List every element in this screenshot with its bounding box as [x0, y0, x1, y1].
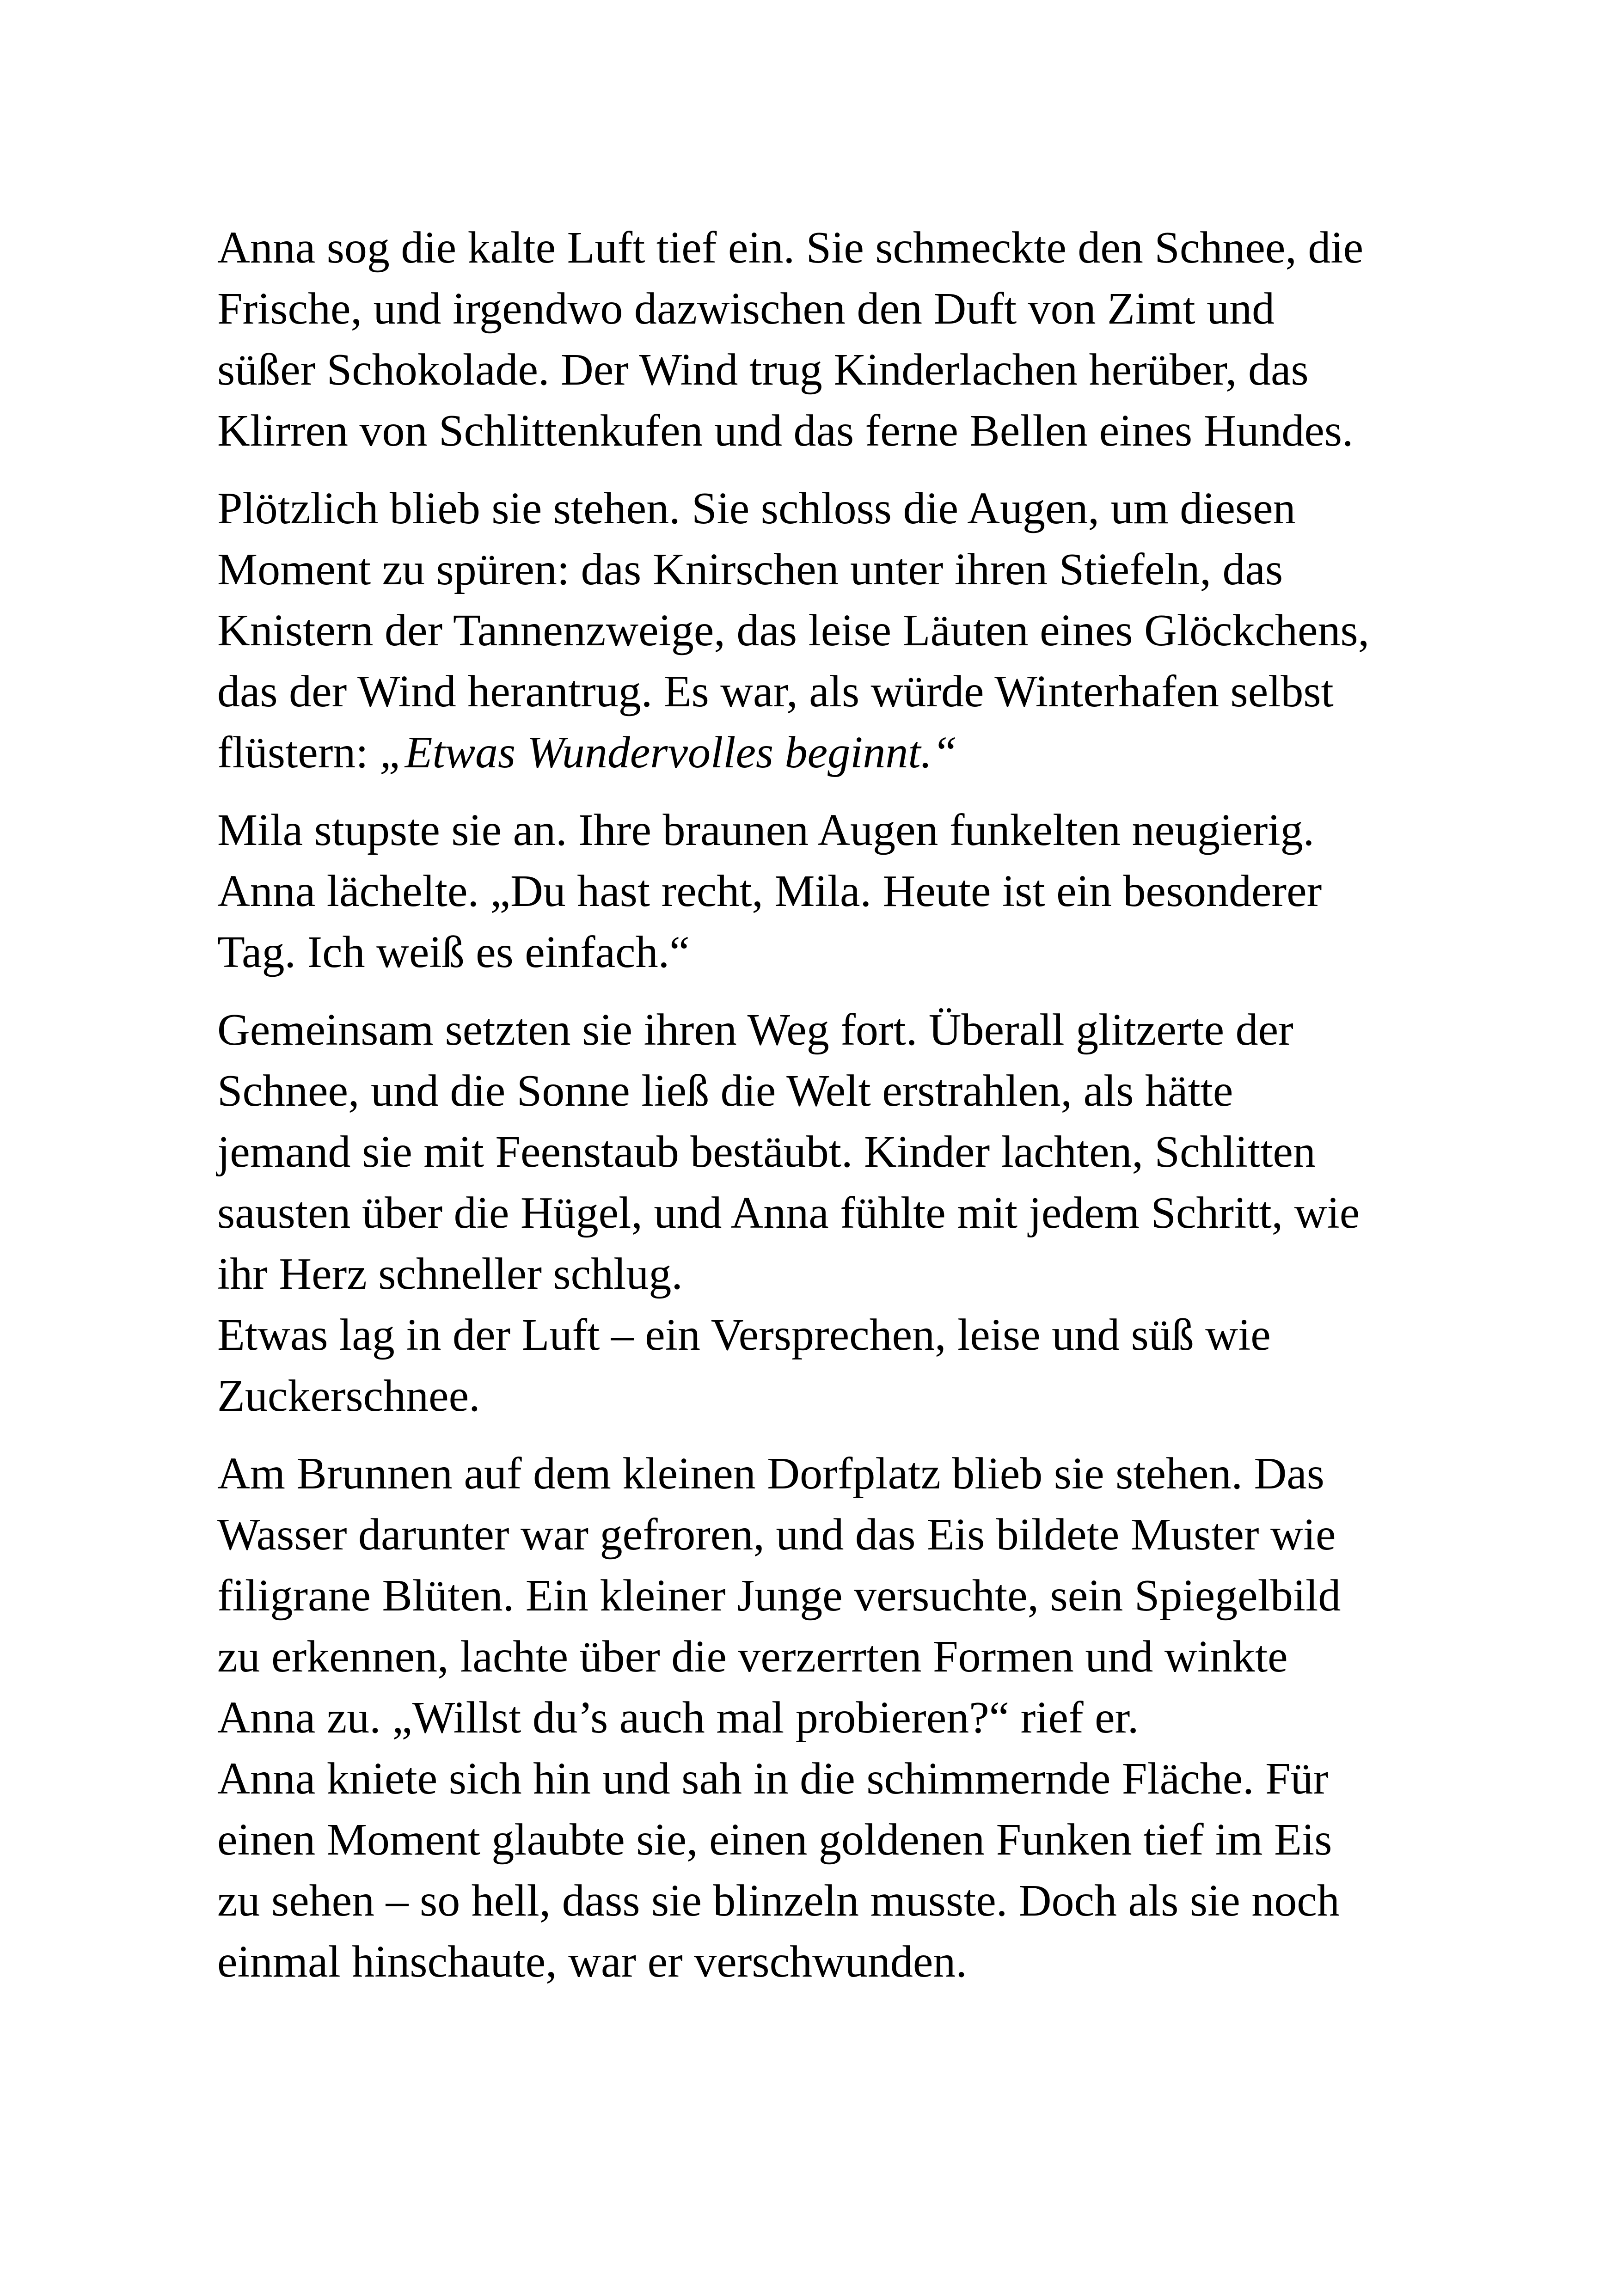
text-line: süßer Schokolade. Der Wind trug Kinderlachen herüber, das [217, 345, 1309, 395]
text-line: filigrane Blüten. Ein kleiner Junge versuchte, sein Spiegelbild [217, 1571, 1341, 1621]
text-line: einmal hinschaute, war er verschwunden. [217, 1937, 967, 1987]
text-line: jemand sie mit Feenstaub bestäubt. Kinder lachten, Schlitten [217, 1127, 1316, 1177]
text-line: Am Brunnen auf dem kleinen Dorfplatz blieb sie stehen. Das [217, 1449, 1324, 1499]
text-line: Wasser darunter war gefroren, und das Eis bildete Muster wie [217, 1510, 1336, 1560]
text-line: Etwas lag in der Luft – ein Versprechen, leise und süß wie [217, 1310, 1271, 1360]
line-prefix: flüstern: [217, 728, 380, 778]
paragraph-4 [217, 999, 1419, 1427]
text-line [217, 722, 1419, 783]
text-line: einen Moment glaubte sie, einen goldenen Funken tief im Eis [217, 1815, 1332, 1865]
text-line: zu sehen – so hell, dass sie blinzeln musste. Doch als sie noch [217, 1876, 1340, 1926]
text-line: Knistern der Tannenzweige, das leise Läuten eines Glöckchens, [217, 606, 1370, 655]
text-line: Anna lächelte. „Du hast recht, Mila. Heute ist ein besonderer [217, 866, 1322, 916]
text-line: Gemeinsam setzten sie ihren Weg fort. Überall glitzerte der [217, 1005, 1293, 1055]
paragraph-2 [217, 478, 1419, 783]
text-line: das der Wind herantrug. Es war, als würde Winterhafen selbst [217, 667, 1334, 716]
paragraph-5 [217, 1443, 1419, 1992]
text-line: Klirren von Schlittenkufen und das ferne Bellen eines Hundes. [217, 406, 1354, 456]
text-line: Schnee, und die Sonne ließ die Welt erstrahlen, als hätte [217, 1066, 1233, 1116]
text-line: Tag. Ich weiß es einfach.“ [217, 927, 690, 977]
text-line: ihr Herz schneller schlug. [217, 1249, 683, 1299]
story-text [217, 217, 1419, 2009]
text-line: Zuckerschnee. [217, 1371, 480, 1421]
text-line: Frische, und irgendwo dazwischen den Duft von Zimt und [217, 284, 1275, 334]
text-line: Anna zu. „Willst du’s auch mal probieren?“ rief er. [217, 1693, 1139, 1743]
text-line: zu erkennen, lachte über die verzerrten Formen und winkte [217, 1632, 1288, 1682]
paragraph-3 [217, 800, 1419, 983]
text-line: Plötzlich blieb sie stehen. Sie schloss die Augen, um diesen [217, 484, 1296, 533]
italic-quote: „Etwas Wundervolles beginnt.“ [380, 728, 957, 778]
text-line: Anna sog die kalte Luft tief ein. Sie schmeckte den Schnee, die [217, 223, 1364, 273]
text-line: Mila stupste sie an. Ihre braunen Augen funkelten neugierig. [217, 805, 1315, 855]
text-line: Anna kniete sich hin und sah in die schimmernde Fläche. Für [217, 1754, 1329, 1804]
text-line: sausten über die Hügel, und Anna fühlte mit jedem Schritt, wie [217, 1188, 1360, 1238]
paragraph-1 [217, 217, 1419, 461]
text-line: Moment zu spüren: das Knirschen unter ihren Stiefeln, das [217, 545, 1283, 594]
